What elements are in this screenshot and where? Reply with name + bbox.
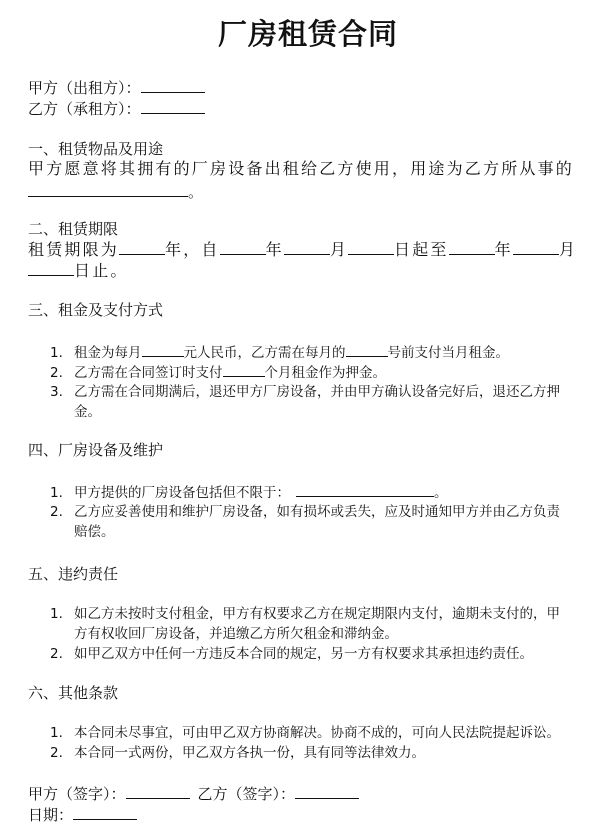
section-4-heading: 四、厂房设备及维护 <box>28 441 164 459</box>
list-item: 2. 乙方应妥善使用和维护厂房设备，如有损坏或丢失，应及时通知甲方并由乙方负责 <box>50 504 560 520</box>
list-item: 2. 如甲乙双方中任何一方违反本合同的规定，另一方有权要求其承担违约责任。 <box>50 646 533 662</box>
section-2-heading: 二、租赁期限 <box>28 220 119 238</box>
date-line <box>28 805 137 825</box>
list-item: 2. 乙方需在合同签订时支付 个月租金作为押金。 <box>50 362 386 383</box>
list-item: 2. 本合同一式两份，甲乙双方各执一份，具有同等法律效力。 <box>50 745 425 761</box>
lessor-label: 甲方（出租方）： <box>28 79 141 97</box>
list-item-cont: 赔偿。 <box>74 524 115 540</box>
usage-blank[interactable] <box>28 182 188 197</box>
date-blank[interactable] <box>73 805 137 820</box>
section-1-heading: 一、租赁物品及用途 <box>28 140 164 158</box>
start-day-blank[interactable] <box>348 240 394 255</box>
section-6-heading: 六、其他条款 <box>28 684 119 702</box>
section-5-heading: 五、违约责任 <box>28 565 119 583</box>
lessor-signature-blank[interactable] <box>126 784 190 799</box>
section-3-heading: 三、租金及支付方式 <box>28 301 164 319</box>
start-month-blank[interactable] <box>284 240 330 255</box>
end-year-blank[interactable] <box>449 240 495 255</box>
lessor-sign-label: 甲方（签字）： <box>28 785 126 803</box>
section-2-body: 租赁期限为 年，自 年 月 日起至 年 月 <box>28 240 578 259</box>
section-1-body: 甲方愿意将其拥有的厂房设备出租给乙方使用，用途为乙方所从事的 <box>28 159 575 178</box>
list-item: 1. 租金为每月 元人民币，乙方需在每月的 号前支付当月租金。 <box>50 342 509 363</box>
monthly-rent-blank[interactable] <box>142 342 184 357</box>
list-item: 1. 如乙方未按时支付租金，甲方有权要求乙方在规定期限内支付，逾期未支付的，甲 <box>50 606 560 622</box>
list-item: 1. 甲方提供的厂房设备包括但不限于： 。 <box>50 482 448 503</box>
signature-line <box>28 784 359 804</box>
deposit-months-blank[interactable] <box>223 362 265 377</box>
list-item-cont: 方有权收回厂房设备，并追缴乙方所欠租金和滞纳金。 <box>74 626 398 642</box>
end-day-blank[interactable] <box>28 261 74 276</box>
lessee-line <box>28 99 205 119</box>
lessee-name-blank[interactable] <box>141 99 205 114</box>
years-blank[interactable] <box>119 240 165 255</box>
lessee-sign-label: 乙方（签字）： <box>197 785 296 803</box>
lessee-signature-blank[interactable] <box>295 784 359 799</box>
list-item-cont: 金。 <box>74 404 101 420</box>
start-year-blank[interactable] <box>220 240 266 255</box>
lessee-label: 乙方（承租方）： <box>28 100 141 118</box>
date-label: 日期： <box>28 806 74 824</box>
equipment-list-blank[interactable] <box>296 482 434 497</box>
list-item: 1. 本合同未尽事宜，可由甲乙双方协商解决。协商不成的，可向人民法院提起诉讼。 <box>50 725 560 741</box>
lessor-name-blank[interactable] <box>141 78 205 93</box>
document-title: 厂房租赁合同 <box>217 17 398 51</box>
pay-day-blank[interactable] <box>346 342 388 357</box>
lessor-line <box>28 78 205 98</box>
end-month-blank[interactable] <box>513 240 559 255</box>
section-2-body-line2: 日止。 <box>28 261 129 281</box>
section-1-body-line2: 。 <box>28 182 203 202</box>
list-item: 3. 乙方需在合同期满后，退还甲方厂房设备，并由甲方确认设备完好后，退还乙方押 <box>50 384 560 400</box>
